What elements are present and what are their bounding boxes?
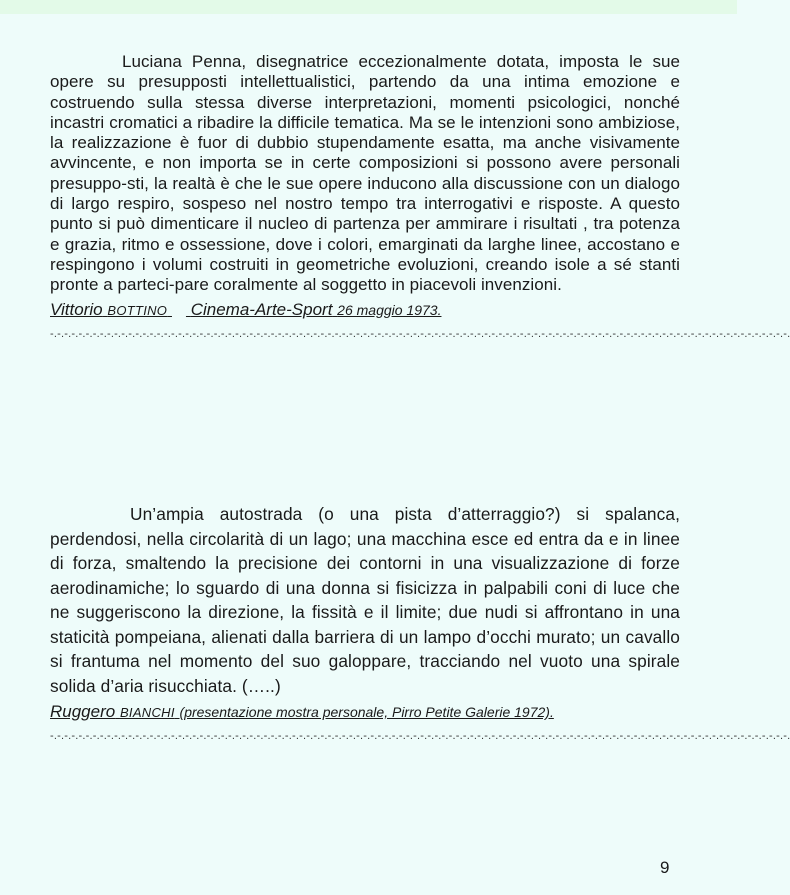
source-citation: (presentazione mostra personale, Pirro Petite Galerie 1972). — [179, 704, 554, 720]
review-body: Un’ampia autostrada (o una pista d’atterraggio?) si spalanca, perdendosi, nella circolarità di un lago; una macchina esce ed entra da e in linee di forza, smaltendo la precisione dei contorni in una visualizzazione di forze aerodinamiche; lo sguardo di una donna si fisicizza in palpabili coni di luce che ne suggeriscono la direzione, la fissità e il limite; due nudi si affrontano in una staticità pompeiana, alienati dalla barriera di un lampo d’occhi murato; un cavallo si frantuma nel momento del suo galoppare, tracciando nel vuoto una spirale solida d’aria risucchiata. (…..) — [50, 504, 680, 696]
author-last-name: BOTTINO — [107, 302, 168, 318]
review-credit — [50, 300, 680, 320]
author-first-name: Ruggero — [50, 702, 116, 721]
author-first-name: Vittorio — [50, 299, 103, 319]
review-credit — [50, 702, 680, 722]
publication-date: 26 maggio 1973. — [337, 301, 442, 318]
publication-name: Cinema-Arte-Sport — [190, 299, 333, 319]
review-ruggero-bianchi — [50, 502, 790, 742]
review-body: Luciana Penna, disegnatrice eccezionalmente dotata, imposta le sue opere su presupposti intellettualistici, partendo da una intima emozione e costruendo sulla stessa diverse interpretazioni, momenti psicologici, nonché incastri cromatici a ribadire la difficile tematica. Ma se le intenzioni sono ambiziose, la realizzazione è fuor di dubbio stupendamente esatta, ma anche visivamente avvincente, e non importa se in certe composizioni si possono avere personali presuppo-sti, la realtà è che le sue opere inducono alla discussione con un dialogo di largo respiro, sospeso nel nostro tempo tra interrogativi e risposte. A questo punto si può dimenticare il nucleo di partenza per ammirare i risultati , tra potenza e grazia, ritmo e ossessione, dove i colori, emarginati da larghe linee, accostano e respingono i volumi costruiti in geometriche evoluzioni, creando isole a sé stanti pronte a parteci-pare coralmente al soggetto in piacevoli invenzioni. — [50, 52, 680, 295]
section-separator: -.-.-.-.-.-.-.-.-.-.-.-.-.-.-.-.-.-.-.-.-.-.-.-.-.-.-.-.-.-.-.-.-.-.-.-.-.-.-.-.-.-.-.-.-.-.-.-.-.-.-.-.-.-.-.-.-.-.-.-.-.-.-.-.-.-.-.-.-.-.-.-.-.-.-.-.-.-.-.-.-.-.-.-.-.-.-.-.-.-.-.-.-.-.-.-.-.-.-.-.-.-.-.-. — [50, 327, 790, 340]
author-last-name: BIANCHI — [119, 705, 175, 720]
review-vittorio-bottino — [50, 52, 790, 340]
page-top-band — [0, 0, 737, 14]
page-number: 9 — [660, 858, 670, 877]
section-separator: -.-.-.-.-.-.-.-.-.-.-.-.-.-.-.-.-.-.-.-.-.-.-.-.-.-.-.-.-.-.-.-.-.-.-.-.-.-.-.-.-.-.-.-.-.-.-.-.-.-.-.-.-.-.-.-.-.-.-.-.-.-.-.-.-.-.-.-.-.-.-.-.-.-.-.-.-.-.-.-.-.-.-.-.-.-.-.-.-.-.-.-.-.-.-.-.-.-.-.-.-.-.-.-. — [50, 730, 790, 742]
